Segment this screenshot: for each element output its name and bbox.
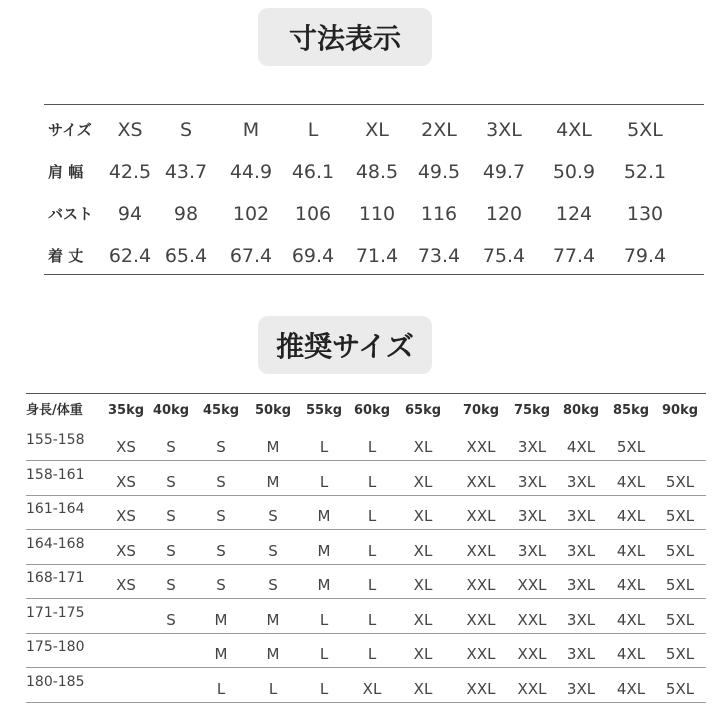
measurement-label: 肩 幅 [48, 163, 84, 181]
recommend-row [26, 565, 706, 599]
recommended-size-cell: XL [413, 679, 433, 698]
measurement-value: 44.9 [229, 161, 273, 183]
height-range-label: 158-161 [26, 466, 85, 483]
recommended-size-cell: 3XL [566, 576, 596, 594]
row-divider [26, 702, 706, 703]
recommended-size-cell: 4XL [566, 438, 596, 456]
weight-header-cell: 65kg [404, 403, 442, 418]
recommend-row [26, 600, 706, 634]
height-range-label: 164-168 [26, 535, 85, 552]
measurement-value: 79.4 [623, 245, 667, 267]
recommended-size-cell: XL [362, 679, 382, 698]
recommended-size-cell: M [214, 645, 228, 663]
recommended-size-cell: 3XL [566, 645, 596, 663]
recommended-size-cell: XXL [466, 507, 496, 525]
recommend-chart-title: 推奨サイズ [258, 316, 432, 374]
recommended-size-cell: XS [116, 507, 136, 525]
measurement-value: 77.4 [552, 245, 596, 267]
size-header-cell: S [179, 119, 193, 141]
recommend-row [26, 462, 706, 496]
recommended-size-cell: M [266, 645, 280, 663]
recommended-size-cell: L [319, 645, 329, 663]
measurement-value: 62.4 [108, 245, 152, 267]
recommended-size-cell: M [266, 610, 280, 629]
recommended-size-cell: 3XL [566, 610, 596, 629]
recommended-size-cell: XXL [466, 438, 496, 456]
recommended-size-cell: 5XL [616, 438, 646, 456]
recommended-size-cell: 4XL [616, 576, 646, 594]
recommended-size-cell: 3XL [566, 679, 596, 698]
recommended-size-cell: XXL [466, 541, 496, 560]
measurement-value: 49.5 [417, 161, 461, 183]
recommended-size-cell: XXL [466, 645, 496, 663]
recommended-size-cell: S [216, 576, 226, 594]
measurement-value: 52.1 [623, 161, 667, 183]
recommend-row [26, 427, 706, 461]
recommended-size-cell: M [317, 576, 331, 594]
height-range-label: 161-164 [26, 501, 85, 517]
measurement-value: 124 [555, 203, 593, 225]
measurement-value: 73.4 [417, 245, 461, 267]
size-header-cell: XL [365, 119, 389, 141]
size-header-cell: 4XL [556, 119, 592, 141]
recommended-size-cell: S [216, 438, 226, 456]
recommended-size-cell: 3XL [566, 541, 596, 560]
recommended-size-cell: 5XL [665, 679, 695, 698]
recommended-size-cell: XL [413, 645, 433, 663]
recommended-size-cell: L [319, 472, 329, 491]
recommended-size-cell: 5XL [665, 645, 695, 663]
recommended-size-cell: 5XL [665, 576, 695, 594]
measurement-value: 69.4 [291, 245, 335, 267]
recommended-size-cell: S [166, 541, 176, 560]
recommended-size-cell: XXL [517, 679, 547, 698]
recommended-size-cell: 5XL [665, 507, 695, 525]
size-header-label: サイズ [48, 121, 92, 139]
recommended-size-cell: S [166, 610, 176, 629]
recommend-row [26, 669, 706, 703]
recommended-size-cell: S [166, 472, 176, 491]
recommend-row [26, 531, 706, 565]
recommended-size-cell: 3XL [517, 541, 547, 560]
recommended-size-cell: XS [116, 576, 136, 594]
measurement-value: 43.7 [164, 161, 208, 183]
recommended-size-cell: S [166, 507, 176, 525]
size-header-cell: M [242, 119, 260, 141]
measurement-value: 50.9 [552, 161, 596, 183]
measurement-value: 42.5 [108, 161, 152, 183]
recommended-size-cell: XXL [466, 679, 496, 698]
recommended-size-cell: 4XL [616, 679, 646, 698]
recommended-size-cell: M [266, 472, 280, 491]
recommended-size-cell: L [367, 472, 377, 491]
recommended-size-cell: L [367, 645, 377, 663]
measurement-value: 116 [420, 203, 458, 225]
recommended-size-cell: XXL [517, 576, 547, 594]
weight-header-cell: 35kg [107, 403, 145, 418]
recommended-size-cell: L [319, 438, 329, 456]
recommended-size-cell: 3XL [517, 507, 547, 525]
recommended-size-cell: L [367, 438, 377, 456]
size-header-cell: 2XL [421, 119, 457, 141]
weight-header-cell: 55kg [305, 403, 343, 418]
recommended-size-cell: XL [413, 438, 433, 456]
recommended-size-cell: XXL [466, 472, 496, 491]
height-range-label: 175-180 [26, 639, 85, 655]
measurement-value: 120 [485, 203, 523, 225]
measurement-value: 46.1 [291, 161, 335, 183]
size-header-cell: L [307, 119, 319, 141]
size-chart-top-rule [44, 104, 704, 105]
height-range-label: 171-175 [26, 604, 85, 621]
height-range-label: 168-171 [26, 570, 85, 586]
weight-header-cell: 70kg [462, 403, 500, 418]
measurement-value: 130 [626, 203, 664, 225]
recommended-size-cell: S [268, 576, 278, 594]
recommended-size-cell: 3XL [517, 472, 547, 491]
recommend-chart-top-rule [26, 393, 706, 394]
weight-header-cell: 80kg [562, 403, 600, 418]
recommended-size-cell: 4XL [616, 541, 646, 560]
recommended-size-cell: M [317, 541, 331, 560]
recommended-size-cell: XS [116, 472, 136, 491]
recommended-size-cell: XL [413, 610, 433, 629]
recommended-size-cell: XXL [466, 610, 496, 629]
recommended-size-cell: 4XL [616, 645, 646, 663]
recommended-size-cell: XL [413, 507, 433, 525]
size-header-cell: 5XL [627, 119, 663, 141]
size-chart-bottom-rule [44, 274, 704, 275]
weight-header-cell: 75kg [513, 403, 551, 418]
weight-header-cell: 85kg [612, 403, 650, 418]
recommended-size-cell: XS [116, 438, 136, 456]
measurement-value: 110 [358, 203, 396, 225]
recommended-size-cell: S [268, 541, 278, 560]
recommended-size-cell: 5XL [665, 610, 695, 629]
recommended-size-cell: L [319, 679, 329, 698]
size-header-cell: XS [117, 119, 143, 141]
size-header-cell: 3XL [486, 119, 522, 141]
measurement-value: 102 [232, 203, 270, 225]
measurement-value: 75.4 [482, 245, 526, 267]
recommended-size-cell: L [367, 507, 377, 525]
recommended-size-cell: 3XL [566, 472, 596, 491]
recommend-header-row [26, 396, 706, 426]
recommended-size-cell: L [268, 679, 278, 698]
recommended-size-cell: 4XL [616, 472, 646, 491]
height-range-label: 180-185 [26, 673, 85, 690]
measurement-value: 106 [294, 203, 332, 225]
weight-header-cell: 90kg [661, 403, 699, 418]
recommended-size-cell: XXL [517, 645, 547, 663]
weight-header-cell: 50kg [254, 403, 292, 418]
recommended-size-cell: XL [413, 541, 433, 560]
recommended-size-cell: L [367, 610, 377, 629]
measurement-value: 94 [117, 203, 143, 225]
weight-header-cell: 45kg [202, 403, 240, 418]
measurement-value: 98 [173, 203, 199, 225]
measurement-row [44, 194, 704, 234]
recommended-size-cell: 4XL [616, 610, 646, 629]
recommend-corner-label: 身長/体重 [26, 403, 83, 418]
recommended-size-cell: M [214, 610, 228, 629]
measurement-row [44, 236, 704, 276]
weight-header-cell: 60kg [353, 403, 391, 418]
recommended-size-cell: XL [413, 472, 433, 491]
recommended-size-cell: L [367, 541, 377, 560]
recommended-size-cell: S [268, 507, 278, 525]
measurement-value: 65.4 [164, 245, 208, 267]
measurement-label: バスト [48, 205, 94, 223]
size-chart-title: 寸法表示 [258, 8, 432, 66]
recommended-size-cell: XXL [466, 576, 496, 594]
weight-header-cell: 40kg [152, 403, 190, 418]
recommended-size-cell: 5XL [665, 472, 695, 491]
recommended-size-cell: L [367, 576, 377, 594]
recommended-size-cell: L [216, 679, 226, 698]
recommend-row [26, 496, 706, 530]
measurement-value: 67.4 [229, 245, 273, 267]
recommended-size-cell: S [166, 438, 176, 456]
recommended-size-cell: 5XL [665, 541, 695, 560]
measurement-value: 48.5 [355, 161, 399, 183]
measurement-value: 49.7 [482, 161, 526, 183]
recommended-size-cell: XL [413, 576, 433, 594]
recommended-size-cell: S [216, 541, 226, 560]
size-header-row [44, 110, 704, 150]
recommended-size-cell: M [266, 438, 280, 456]
recommended-size-cell: S [216, 472, 226, 491]
measurement-label: 着 丈 [48, 247, 84, 265]
measurement-row [44, 152, 704, 192]
height-range-label: 155-158 [26, 432, 85, 448]
recommended-size-cell: S [216, 507, 226, 525]
recommend-row [26, 634, 706, 668]
recommended-size-cell: S [166, 576, 176, 594]
recommended-size-cell: L [319, 610, 329, 629]
measurement-value: 71.4 [355, 245, 399, 267]
recommended-size-cell: 3XL [517, 438, 547, 456]
recommended-size-cell: 3XL [566, 507, 596, 525]
recommended-size-cell: XXL [517, 610, 547, 629]
recommended-size-cell: 4XL [616, 507, 646, 525]
recommended-size-cell: XS [116, 541, 136, 560]
recommended-size-cell: M [317, 507, 331, 525]
